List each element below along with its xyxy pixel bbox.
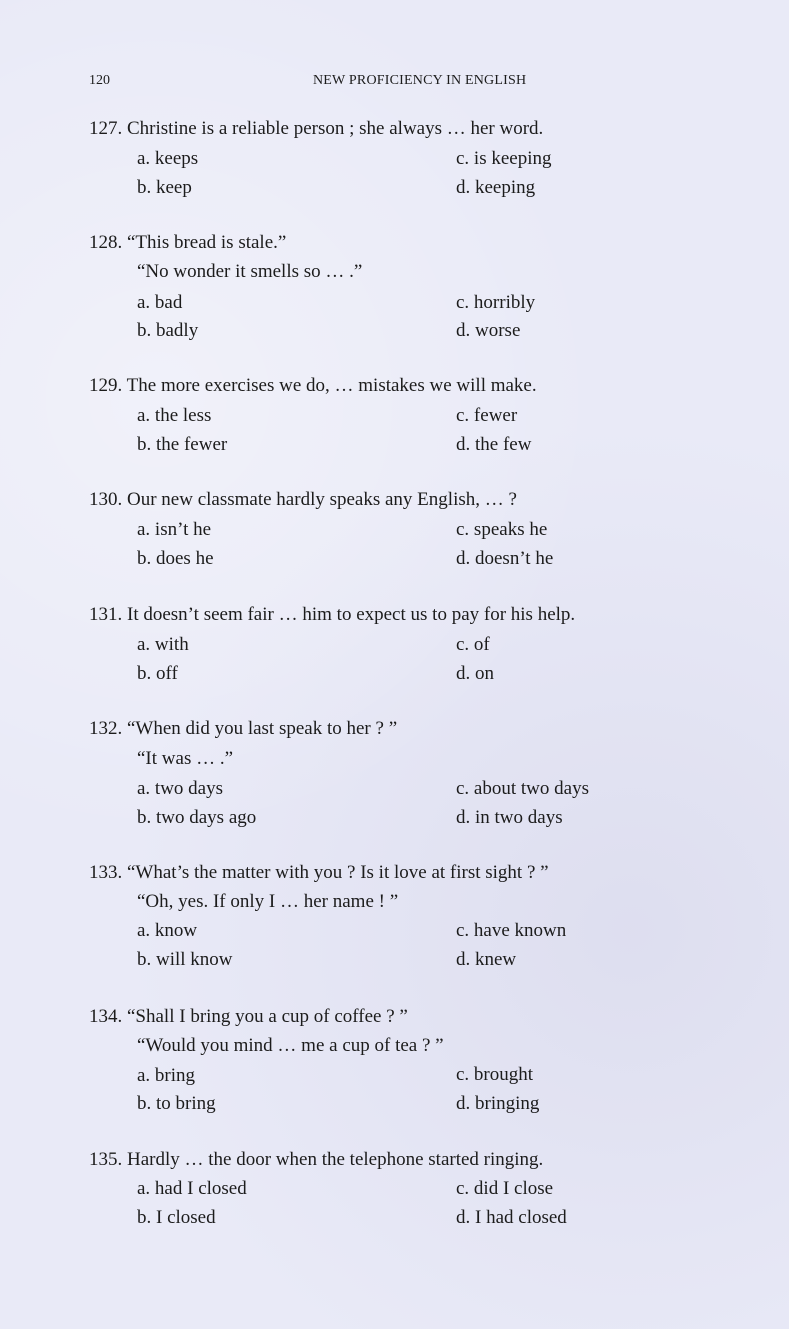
option-b: b. keep (137, 177, 192, 198)
question-stem: 131. It doesn’t seem fair … him to expect us to pay for his help. (89, 604, 576, 625)
question-stem: 127. Christine is a reliable person ; she always … her word. (89, 118, 544, 139)
option-a: a. had I closed (137, 1178, 247, 1199)
option-d: d. keeping (456, 177, 536, 198)
option-b: b. badly (137, 320, 199, 341)
option-c: c. brought (456, 1064, 534, 1085)
option-a: a. keeps (137, 148, 199, 169)
page-number: 120 (89, 73, 110, 88)
option-c: c. fewer (456, 405, 518, 426)
option-b: b. off (137, 663, 178, 684)
option-d: d. the few (456, 434, 532, 455)
option-b: b. does he (137, 548, 214, 569)
option-a: a. with (137, 634, 189, 655)
option-c: c. about two days (456, 778, 589, 799)
question-stem: 135. Hardly … the door when the telephone started ringing. (89, 1149, 544, 1170)
question-stem: 132. “When did you last speak to her ? ” (89, 718, 398, 739)
question-stem: 130. Our new classmate hardly speaks any English, … ? (89, 489, 517, 510)
option-d: d. I had closed (456, 1207, 567, 1228)
option-d: d. in two days (456, 807, 563, 828)
option-a: a. bring (137, 1065, 196, 1086)
question-stem: 129. The more exercises we do, … mistakes we will make. (89, 375, 537, 396)
option-a: a. know (137, 920, 198, 941)
option-d: d. on (456, 663, 494, 684)
option-c: c. is keeping (456, 148, 552, 169)
option-c: c. did I close (456, 1178, 554, 1199)
option-d: d. knew (456, 949, 517, 970)
question-line2: “Oh, yes. If only I … her name ! ” (137, 891, 399, 912)
option-d: d. doesn’t he (456, 548, 554, 569)
option-b: b. two days ago (137, 807, 257, 828)
option-c: c. speaks he (456, 519, 548, 540)
question-stem: 128. “This bread is stale.” (89, 232, 287, 253)
option-d: d. worse (456, 320, 521, 341)
question-line2: “Would you mind … me a cup of tea ? ” (137, 1035, 444, 1056)
question-stem: 133. “What’s the matter with you ? Is it love at first sight ? ” (89, 862, 549, 883)
question-stem: 134. “Shall I bring you a cup of coffee ? ” (89, 1006, 408, 1027)
question-line2: “No wonder it smells so … .” (137, 261, 363, 282)
running-title: NEW PROFICIENCY IN ENGLISH (313, 73, 527, 88)
option-b: b. the fewer (137, 434, 228, 455)
option-d: d. bringing (456, 1093, 540, 1114)
option-c: c. horribly (456, 292, 536, 313)
option-b: b. to bring (137, 1093, 216, 1114)
option-a: a. the less (137, 405, 212, 426)
option-b: b. will know (137, 949, 233, 970)
option-c: c. have known (456, 920, 567, 941)
option-b: b. I closed (137, 1207, 216, 1228)
page-header (0, 73, 789, 97)
option-a: a. two days (137, 778, 224, 799)
option-c: c. of (456, 634, 490, 655)
option-a: a. bad (137, 292, 183, 313)
question-line2: “It was … .” (137, 748, 234, 769)
option-a: a. isn’t he (137, 519, 212, 540)
